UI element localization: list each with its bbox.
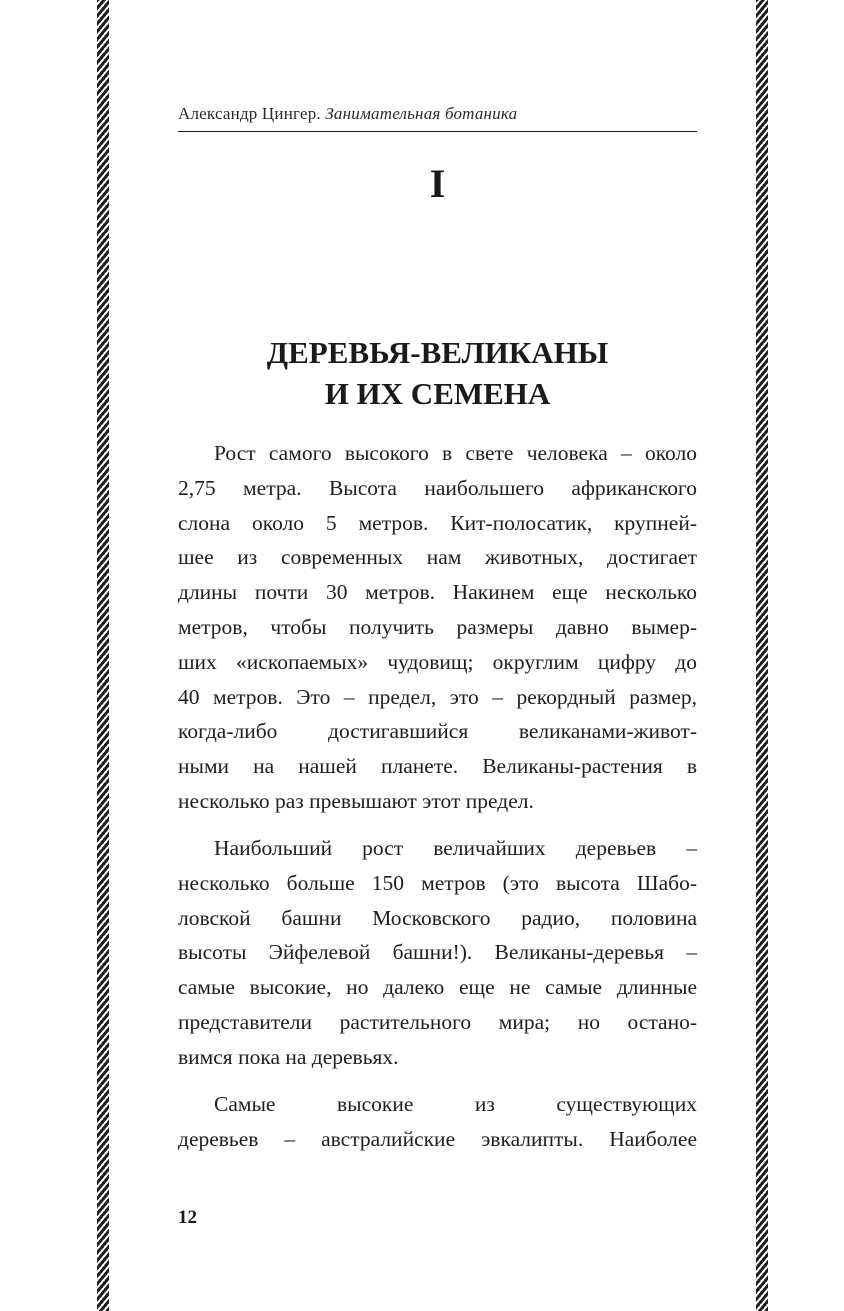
header-book-title: Занимательная ботаника (325, 104, 518, 123)
text-line: ших «ископаемых» чудовищ; округлим цифру до (178, 649, 697, 674)
chapter-title-line: ДЕРЕВЬЯ-ВЕЛИКАНЫ (266, 335, 609, 370)
chapter-number: I (429, 161, 446, 206)
text-line: ными на нашей планете. Великаны-растения в (178, 754, 697, 779)
text-line: самые высокие, но далеко еще не самые длинные (178, 975, 697, 1000)
header-rule (178, 131, 697, 132)
text-line: 2,75 метра. Высота наибольшего африканского (178, 475, 697, 500)
text-line: когда-либо достигавшийся великанами-живот- (178, 719, 697, 744)
paragraph-3 (178, 1087, 697, 1157)
text-line: Наибольший рост величайших деревьев – (214, 836, 697, 860)
text-line: деревьев – австралийские эвкалипты. Наиболее (178, 1126, 697, 1151)
text-line: высоты Эйфелевой башни!). Великаны-деревья – (178, 940, 697, 965)
paragraph-2 (178, 831, 697, 1075)
text-line: ловской башни Московского радио, половина (178, 905, 697, 930)
paragraph-1 (178, 436, 697, 819)
text-line: несколько раз превышают этот предел. (178, 788, 534, 813)
text-line: длины почти 30 метров. Накинем еще несколько (178, 580, 697, 605)
text-line: вимся пока на деревьях. (178, 1044, 399, 1069)
text-line: представители растительного мира; но остано- (178, 1009, 697, 1034)
text-line: Рост самого высокого в свете человека – около (214, 441, 697, 465)
text-line: метров, чтобы получить размеры давно вымер- (178, 614, 697, 639)
page-number: 12 (178, 1207, 197, 1228)
text-line: 40 метров. Это – предел, это – рекордный размер, (178, 684, 697, 709)
text-line: шее из современных нам животных, достигает (178, 545, 697, 570)
chapter-title (178, 332, 697, 414)
running-header (178, 104, 697, 124)
text-line: несколько больше 150 метров (это высота Шабо- (178, 870, 697, 895)
header-author: Александр Цингер. (178, 104, 321, 123)
text-line: слона около 5 метров. Кит-полосатик, крупней- (178, 510, 697, 535)
text-line: Самые высокие из существующих (214, 1092, 697, 1116)
decorative-border-left (97, 0, 109, 1311)
chapter-title-line: И ИХ СЕМЕНА (324, 376, 551, 411)
decorative-border-right (756, 0, 768, 1311)
book-page (178, 0, 697, 1311)
